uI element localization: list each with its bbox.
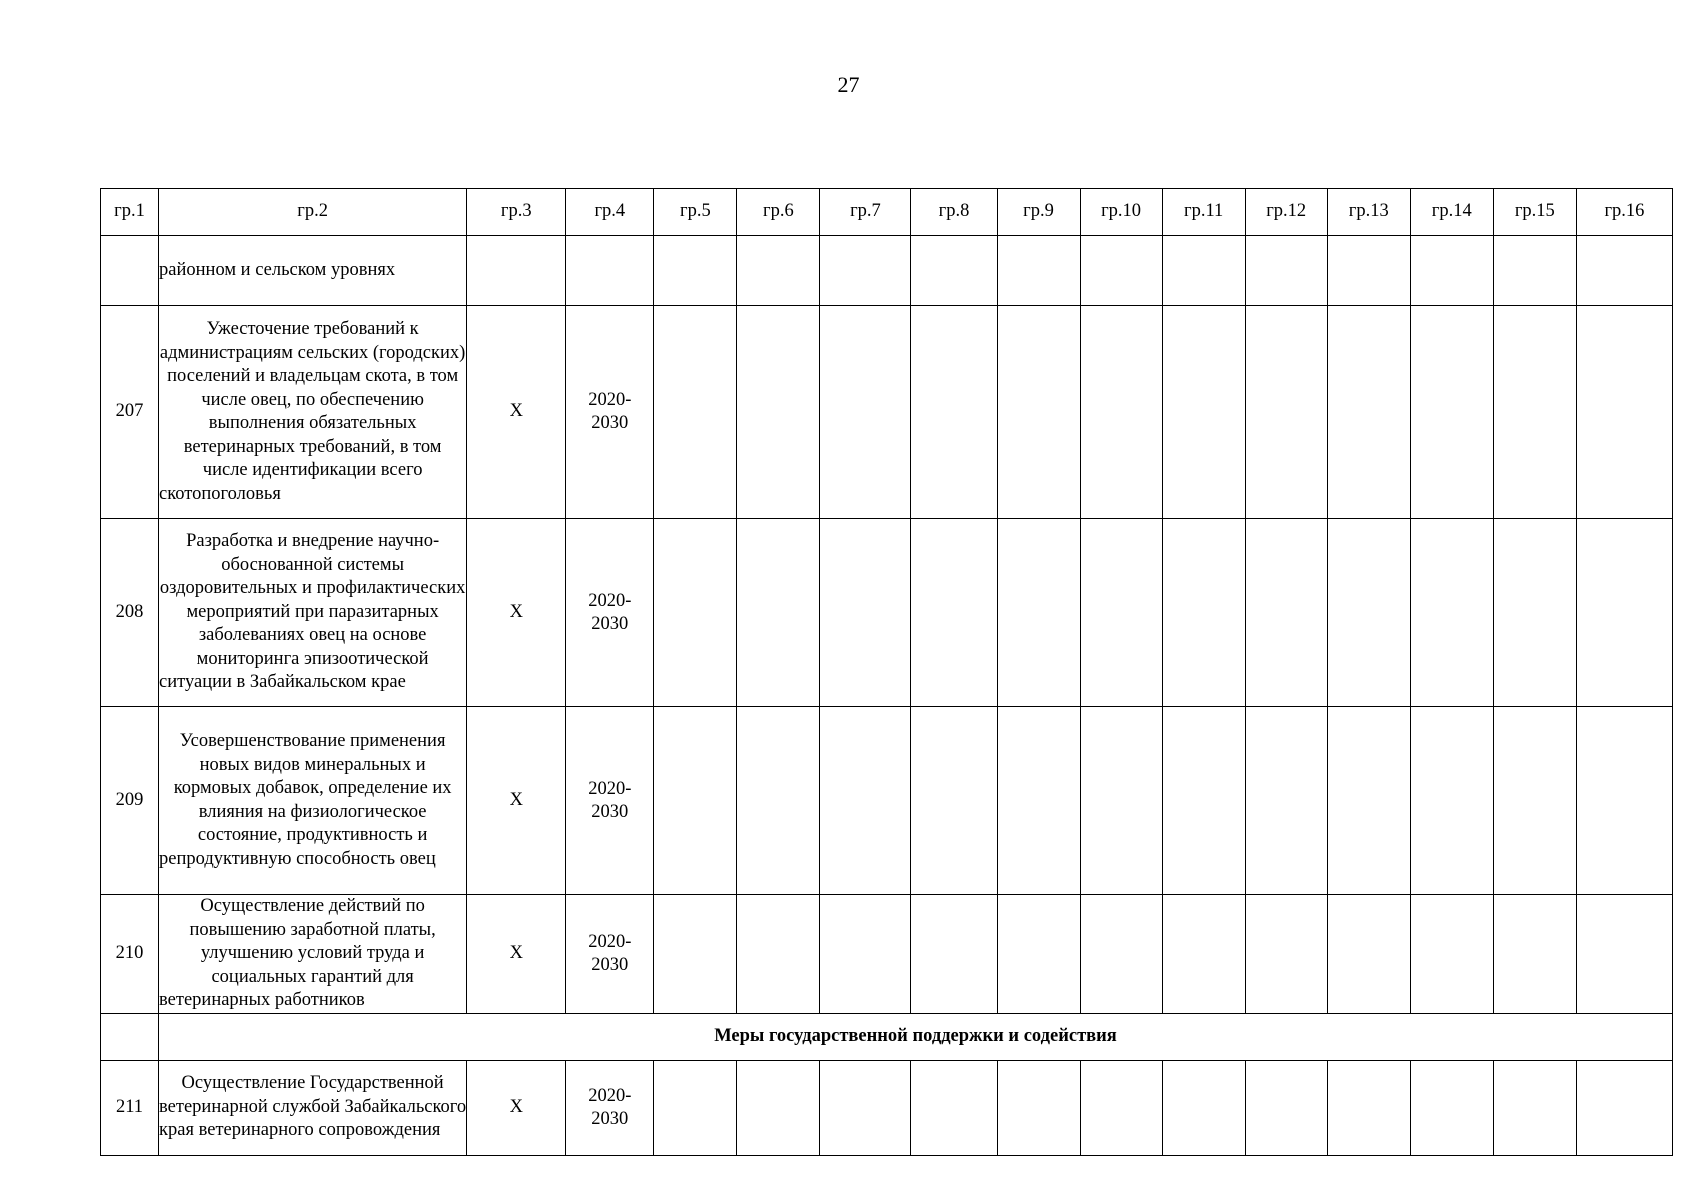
column-header-1: гр.1: [101, 189, 159, 236]
empty-cell: [1080, 236, 1162, 306]
mark-cell: X: [467, 895, 566, 1014]
empty-cell: [997, 895, 1080, 1014]
column-header-14: гр.14: [1410, 189, 1493, 236]
empty-cell: [1493, 306, 1576, 519]
empty-cell: [1327, 519, 1410, 707]
measure-text: районном и сельском уровнях: [159, 236, 467, 306]
column-header-9: гр.9: [997, 189, 1080, 236]
column-header-11: гр.11: [1162, 189, 1245, 236]
empty-cell: [911, 1060, 997, 1155]
table-row: [101, 1060, 1673, 1155]
row-number: 208: [101, 519, 159, 707]
row-number: 207: [101, 306, 159, 519]
empty-cell: [101, 1013, 159, 1060]
column-header-12: гр.12: [1245, 189, 1327, 236]
empty-cell: [1410, 306, 1493, 519]
empty-cell: [654, 519, 737, 707]
empty-cell: [911, 707, 997, 895]
empty-cell: [654, 306, 737, 519]
row-number: 209: [101, 707, 159, 895]
empty-cell: [1327, 707, 1410, 895]
empty-cell: [1576, 236, 1672, 306]
empty-cell: [737, 306, 820, 519]
measures-table: [100, 188, 1673, 1156]
empty-cell: [654, 895, 737, 1014]
empty-cell: [1080, 895, 1162, 1014]
empty-cell: [1576, 707, 1672, 895]
table-row: [101, 895, 1673, 1014]
empty-cell: [1327, 306, 1410, 519]
empty-cell: [1080, 306, 1162, 519]
empty-cell: [1410, 707, 1493, 895]
period-cell: 2020- 2030: [566, 707, 654, 895]
column-header-16: гр.16: [1576, 189, 1672, 236]
measure-text: Осуществление действий по повышению заработной платы, улучшению условий труда и социальных гарантий для ветеринарных работников: [159, 895, 467, 1014]
empty-cell: [737, 707, 820, 895]
column-header-4: гр.4: [566, 189, 654, 236]
empty-cell: [1576, 306, 1672, 519]
empty-cell: [1410, 519, 1493, 707]
column-header-10: гр.10: [1080, 189, 1162, 236]
period-cell: 2020- 2030: [566, 895, 654, 1014]
empty-cell: [820, 1060, 911, 1155]
empty-cell: [1080, 1060, 1162, 1155]
empty-cell: [1327, 1060, 1410, 1155]
empty-cell: [997, 519, 1080, 707]
empty-cell: [820, 707, 911, 895]
empty-cell: [1162, 707, 1245, 895]
empty-cell: [1576, 519, 1672, 707]
empty-cell: [1162, 519, 1245, 707]
empty-cell: [911, 236, 997, 306]
empty-cell: [1493, 895, 1576, 1014]
empty-cell: [737, 519, 820, 707]
empty-cell: [997, 306, 1080, 519]
column-header-7: гр.7: [820, 189, 911, 236]
mark-cell: X: [467, 306, 566, 519]
empty-cell: [1327, 895, 1410, 1014]
empty-cell: [1493, 519, 1576, 707]
measure-text: Ужесточение требований к администрациям сельских (городских) поселений и владельцам скота, в том числе овец, по обеспечению выполнения обязательных ветеринарных требований, в том числе идентификации всего скотопоголовья: [159, 306, 467, 519]
empty-cell: [1410, 895, 1493, 1014]
section-row: [101, 1013, 1673, 1060]
empty-cell: [997, 1060, 1080, 1155]
period-cell: 2020- 2030: [566, 1060, 654, 1155]
column-header-13: гр.13: [1327, 189, 1410, 236]
empty-cell: [467, 236, 566, 306]
page-number: 27: [837, 72, 860, 97]
empty-cell: [820, 519, 911, 707]
row-number-cell: [101, 236, 159, 306]
empty-cell: [1245, 519, 1327, 707]
mark-cell: X: [467, 707, 566, 895]
column-header-8: гр.8: [911, 189, 997, 236]
empty-cell: [1493, 236, 1576, 306]
empty-cell: [997, 236, 1080, 306]
empty-cell: [820, 895, 911, 1014]
empty-cell: [1493, 707, 1576, 895]
period-cell: 2020- 2030: [566, 519, 654, 707]
empty-cell: [1080, 707, 1162, 895]
empty-cell: [1162, 306, 1245, 519]
empty-cell: [1410, 1060, 1493, 1155]
period-cell: 2020- 2030: [566, 306, 654, 519]
empty-cell: [1327, 236, 1410, 306]
column-header-5: гр.5: [654, 189, 737, 236]
empty-cell: [737, 895, 820, 1014]
empty-cell: [654, 1060, 737, 1155]
empty-cell: [820, 236, 911, 306]
empty-cell: [654, 236, 737, 306]
table-row: [101, 707, 1673, 895]
empty-cell: [820, 306, 911, 519]
empty-cell: [1245, 1060, 1327, 1155]
measure-text: Разработка и внедрение научно-обоснованной системы оздоровительных и профилактических мероприятий при паразитарных заболеваниях овец на основе мониторинга эпизоотической ситуации в Забайкальском крае: [159, 519, 467, 707]
empty-cell: [1080, 519, 1162, 707]
empty-cell: [1162, 236, 1245, 306]
table-row: [101, 519, 1673, 707]
row-number: 210: [101, 895, 159, 1014]
table-row: [101, 306, 1673, 519]
empty-cell: [1162, 895, 1245, 1014]
column-header-15: гр.15: [1493, 189, 1576, 236]
column-header-3: гр.3: [467, 189, 566, 236]
empty-cell: [1245, 306, 1327, 519]
header-row: [101, 189, 1673, 236]
empty-cell: [737, 1060, 820, 1155]
section-title: Меры государственной поддержки и содействия: [159, 1013, 1673, 1060]
mark-cell: X: [467, 519, 566, 707]
mark-cell: X: [467, 1060, 566, 1155]
empty-cell: [1493, 1060, 1576, 1155]
empty-cell: [1245, 707, 1327, 895]
measure-text: Осуществление Государственной ветеринарной службой Забайкальского края ветеринарного сопровождения: [159, 1060, 467, 1155]
empty-cell: [654, 707, 737, 895]
empty-cell: [566, 236, 654, 306]
column-header-2: гр.2: [159, 189, 467, 236]
empty-cell: [997, 707, 1080, 895]
continuation-row: [101, 236, 1673, 306]
row-number: 211: [101, 1060, 159, 1155]
empty-cell: [1576, 895, 1672, 1014]
empty-cell: [911, 306, 997, 519]
empty-cell: [1245, 895, 1327, 1014]
empty-cell: [1162, 1060, 1245, 1155]
empty-cell: [911, 519, 997, 707]
empty-cell: [737, 236, 820, 306]
empty-cell: [1245, 236, 1327, 306]
measure-text: Усовершенствование применения новых видов минеральных и кормовых добавок, определение их влияния на физиологическое состояние, продуктивность и репродуктивную способность овец: [159, 707, 467, 895]
column-header-6: гр.6: [737, 189, 820, 236]
empty-cell: [1410, 236, 1493, 306]
empty-cell: [1576, 1060, 1672, 1155]
empty-cell: [911, 895, 997, 1014]
